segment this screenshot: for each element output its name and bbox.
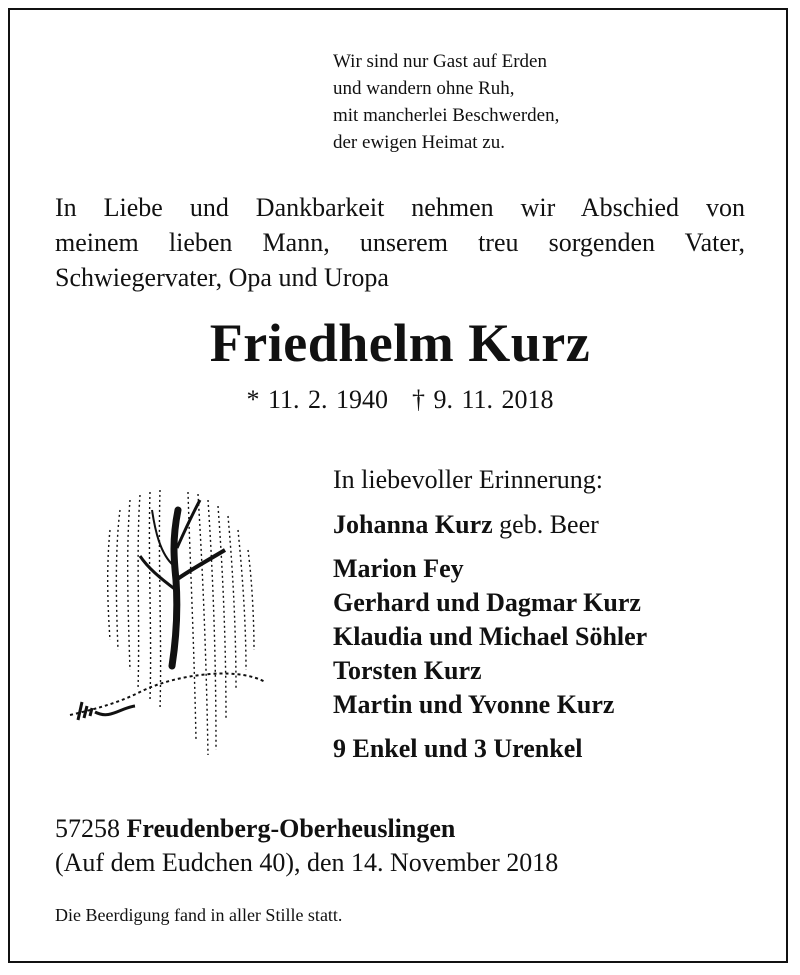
intro-text [55, 190, 745, 295]
poem-line: der ewigen Heimat zu. [333, 132, 505, 153]
birth-date: * 11. 2. 1940 [246, 385, 388, 414]
grandchildren: 9 Enkel und 3 Urenkel [333, 734, 583, 763]
burial-note: Die Beerdigung fand in aller Stille statt. [55, 905, 343, 925]
intro-line: meinem lieben Mann, unserem treu sorgenden Vater, [55, 228, 745, 257]
address-line-2: (Auf dem Eudchen 40), den 14. November 2018 [55, 848, 559, 877]
spouse-maiden-name: geb. Beer [499, 510, 599, 539]
town: Freudenberg-Oberheuslingen [126, 814, 456, 843]
mourner-name: Martin und Yvonne Kurz [333, 690, 615, 719]
mourner-name: Marion Fey [333, 554, 464, 583]
poem-line: Wir sind nur Gast auf Erden [333, 51, 547, 72]
weeping-willow-illustration [60, 470, 280, 770]
mourners-list [333, 508, 647, 766]
mourner-name: Klaudia und Michael Söhler [333, 622, 648, 651]
life-dates [0, 385, 800, 415]
mourner-name: Gerhard und Dagmar Kurz [333, 588, 641, 617]
address-line-1 [55, 812, 558, 846]
mourner-name: Torsten Kurz [333, 656, 482, 685]
poem-line: und wandern ohne Ruh, [333, 78, 515, 99]
intro-line: Schwiegervater, Opa und Uropa [55, 263, 389, 292]
poem [333, 48, 559, 156]
death-date: † 9. 11. 2018 [412, 385, 554, 414]
intro-line: In Liebe und Dankbarkeit nehmen wir Abschied von [55, 193, 745, 222]
poem-line: mit mancherlei Beschwerden, [333, 105, 560, 126]
postal-code: 57258 [55, 814, 120, 843]
spouse-name: Johanna Kurz [333, 510, 493, 539]
remembrance-label: In liebevoller Erinnerung: [333, 465, 604, 494]
address-block [55, 812, 558, 880]
spouse [333, 508, 647, 542]
deceased-name: Friedhelm Kurz [209, 313, 591, 373]
